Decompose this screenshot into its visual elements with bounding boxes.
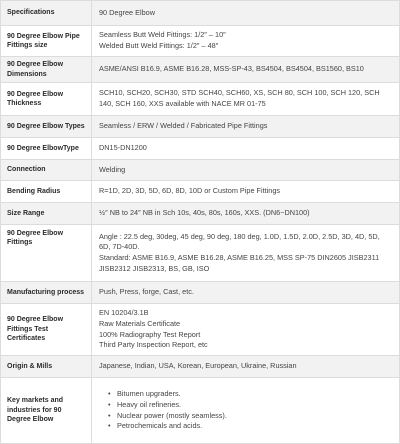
markets-list (99, 389, 393, 431)
row-value (92, 225, 400, 282)
row-label: 90 Degree Elbow Dimensions (1, 57, 92, 83)
value-line: Welded Butt Weld Fittings: 1/2″ – 48″ (99, 41, 219, 50)
row-value (92, 1, 400, 26)
row-label: Connection (1, 160, 92, 181)
row-value (92, 181, 400, 203)
table-row (1, 57, 400, 83)
value-line: Push, Press, forge, Cast, etc. (99, 287, 194, 297)
value-line: Raw Materials Certificate (99, 318, 181, 328)
table-row (1, 304, 400, 356)
row-value (92, 378, 400, 444)
value-line: ½″ NB to 24″ NB in Sch 10s, 40s, 80s, 160s, XXS. (DN6~DN100) (99, 208, 310, 218)
row-label: 90 Degree Elbow Thickness (1, 83, 92, 116)
row-label: 90 Degree Elbow Types (1, 116, 92, 138)
row-label: 90 Degree Elbow Pipe Fittings size (1, 26, 92, 57)
row-value (92, 203, 400, 225)
list-item: • Nuclear power (mostly seamless). (117, 411, 393, 422)
row-value (92, 116, 400, 138)
value-line: 100% Radiography Test Report (99, 329, 201, 339)
table-row (1, 282, 400, 304)
row-label: Size Range (1, 203, 92, 225)
value-line: 90 Degree Elbow (99, 7, 155, 17)
value-line: R=1D, 2D, 3D, 5D, 6D, 8D, 10D or Custom Pipe Fittings (99, 186, 281, 196)
row-label: Origin & Mills (1, 356, 92, 378)
row-value (92, 160, 400, 181)
value-line: SCH10, SCH20, SCH30, STD SCH40, SCH60, XS, SCH 80, SCH 100, SCH 120, SCH 140, SCH 160, XXS available with NACE MR 01-75 (99, 88, 380, 108)
value-line: Welding (99, 164, 126, 174)
value-line: Japanese, Indian, USA, Korean, European, Ukraine, Russian (99, 361, 297, 371)
value-line: Angle : 22.5 deg, 30deg, 45 deg, 90 deg, 180 deg, 1.0D, 1.5D, 2.0D, 2.5D, 3D, 4D, 5D, 6D, 7D-40D. (99, 231, 380, 252)
value-line: Third Party Inspection Report, etc (99, 340, 208, 350)
row-label: Bending Radius (1, 181, 92, 203)
row-label: Specifications (1, 1, 92, 26)
value-line: Seamless Butt Weld Fittings: 1/2″ – 10″ (99, 30, 226, 40)
row-value (92, 83, 400, 116)
table-row (1, 160, 400, 181)
table-row (1, 26, 400, 57)
row-label: Manufacturing process (1, 282, 92, 304)
row-value (92, 356, 400, 378)
row-label: 90 Degree Elbow Fittings Test Certificates (1, 304, 92, 356)
row-value (92, 138, 400, 160)
table-row (1, 1, 400, 26)
row-label: Key markets and industries for 90 Degree Elbow (1, 378, 92, 444)
row-label: 90 Degree Elbow Fittings (1, 225, 92, 282)
table-row (1, 203, 400, 225)
table-row (1, 378, 400, 444)
table-row (1, 138, 400, 160)
list-item: • Bitumen upgraders. (117, 389, 393, 400)
table-row (1, 116, 400, 138)
value-line: Seamless / ERW / Welded / Fabricated Pipe Fittings (99, 121, 268, 131)
value-line: EN 10204/3.1B (99, 308, 149, 318)
row-value (92, 282, 400, 304)
list-item: • Heavy oil refineries. (117, 400, 393, 411)
table-row (1, 225, 400, 282)
row-label: 90 Degree ElbowType (1, 138, 92, 160)
row-value (92, 304, 400, 356)
table-row (1, 83, 400, 116)
row-value (92, 57, 400, 83)
value-line: DN15-DN1200 (99, 143, 147, 153)
table-row (1, 181, 400, 203)
table-row (1, 356, 400, 378)
list-item: • Petrochemicals and acids. (117, 421, 393, 432)
value-line: Standard: ASME B16.9, ASME B16.28, ASME B16.25, MSS SP-75 DIN2605 JISB2311 JISB2312 JISB2313, BS, GB, ISO (99, 253, 380, 273)
row-value (92, 26, 400, 57)
value-line: ASME/ANSI B16.9, ASME B16.28, MSS-SP-43, BS4504, BS4504, BS1560, BS10 (99, 64, 364, 74)
